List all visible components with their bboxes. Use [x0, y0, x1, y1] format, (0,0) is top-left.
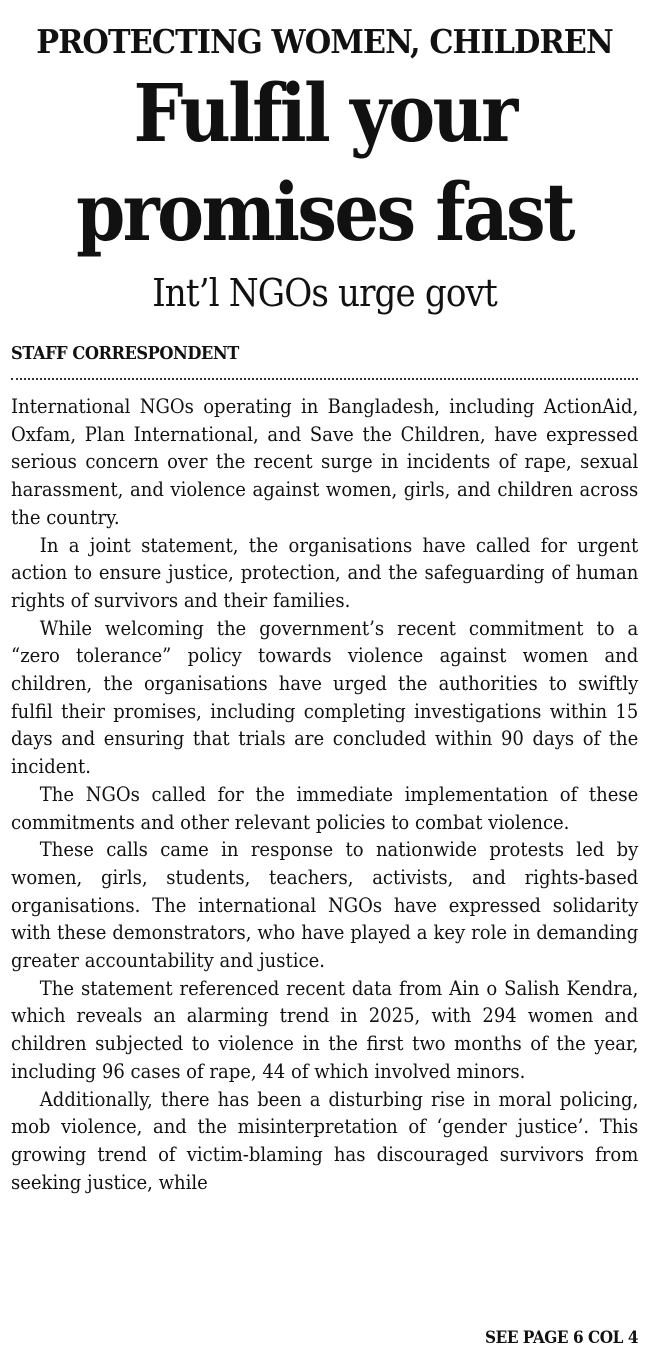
- continuation-jump-line[interactable]: SEE PAGE 6 COL 4: [484, 1328, 638, 1348]
- body-paragraph: The statement referenced recent data from Ain o Salish Kendra, which reveals an alarming trend in 2025, with 294 women and children subjected to violence in the first two months of the year, including 96 cases of rape, 44 of which involved minors.: [11, 975, 639, 1083]
- article-body: [11, 393, 638, 1196]
- body-paragraph: International NGOs operating in Bangladesh, including ActionAid, Oxfam, Plan International, and Save the Children, have expressed serious concern over the recent surge in incidents of rape, sexual harassment, and violence against women, girls, and children across the country.: [11, 394, 639, 529]
- article-kicker: PROTECTING WOMEN, CHILDREN: [36, 22, 613, 61]
- body-paragraph: Additionally, there has been a disturbing rise in moral policing, mob violence, and the misinterpretation of ‘gender justice’. This growing trend of victim-blaming has discouraged survivors from seeking justice, while: [11, 1086, 639, 1194]
- subheadline: Int’l NGOs urge govt: [152, 271, 497, 315]
- dotted-divider: [11, 378, 638, 380]
- body-paragraph: While welcoming the government’s recent commitment to a “zero tolerance” policy towards violence against women and children, the organisations have urged the authorities to swiftly fulfil their promises, including completing investigations within 15 days and ensuring that trials are concluded within 90 days of the incident.: [11, 615, 639, 779]
- headline-line-2: promises fast: [76, 165, 573, 259]
- body-paragraph: These calls came in response to nationwide protests led by women, girls, students, teachers, activists, and rights-based organisations. The international NGOs have expressed solidarity with these demonstrators, who have played a key role in demanding greater accountability and justice.: [11, 837, 639, 973]
- body-paragraph: The NGOs called for the immediate implementation of these commitments and other relevant policies to combat violence.: [11, 781, 639, 834]
- headline-line-1: Fulfil your: [133, 66, 516, 160]
- byline: STAFF CORRESPONDENT: [11, 343, 239, 364]
- body-paragraph: In a joint statement, the organisations have called for urgent action to ensure justice, protection, and the safeguarding of human rights of survivors and their families.: [11, 532, 639, 612]
